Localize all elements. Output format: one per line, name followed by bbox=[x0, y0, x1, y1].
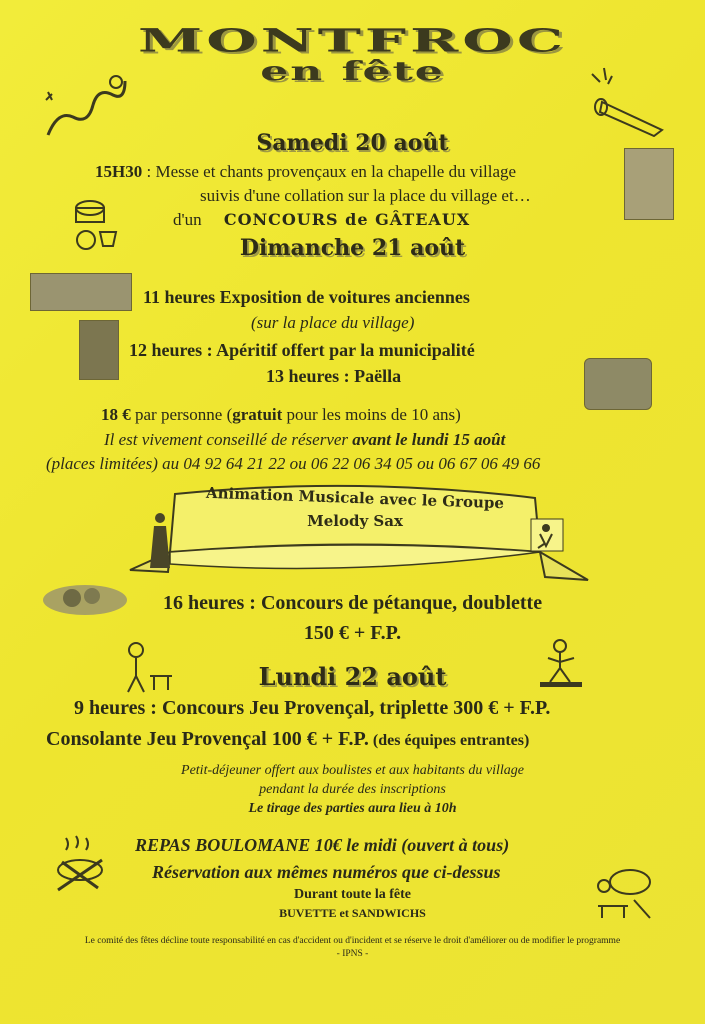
meal-line: REPAS BOULOMANE 10€ le midi (ouvert à tous) bbox=[135, 835, 510, 855]
exhibition-place: (sur la place du village) bbox=[251, 313, 415, 332]
ipns: - IPNS - bbox=[336, 949, 369, 959]
saturday-heading: Samedi 20 août bbox=[256, 130, 449, 156]
contest-prefix: d'un bbox=[173, 210, 202, 229]
aperitif-line: 12 heures : Apéritif offert par la municipalité bbox=[129, 340, 475, 360]
petanque-line-2: 150 € + F.P. bbox=[303, 622, 402, 644]
singer-icon bbox=[146, 512, 174, 570]
draw-time: Le tirage des parties aura lieu à 10h bbox=[248, 801, 457, 816]
cake-contest: CONCOURS de GÂTEAUX bbox=[223, 210, 471, 229]
price-text-1: par personne ( bbox=[130, 405, 233, 424]
breakfast-line-1: Petit-déjeuner offert aux boulistes et aux habitants du village bbox=[181, 763, 524, 778]
price-free: gratuit bbox=[232, 405, 283, 424]
chapel-photo bbox=[624, 148, 674, 220]
petanque-line-1: 16 heures : Concours de pétanque, doublette bbox=[163, 592, 543, 614]
music-line-2: Melody Sax bbox=[307, 512, 403, 530]
vintage-cars-photo bbox=[30, 273, 132, 311]
consolante-note: (des équipes entrantes) bbox=[368, 732, 530, 749]
phone-numbers: (places limitées) au 04 92 64 21 22 ou 06 22 06 34 05 ou 06 67 06 49 66 bbox=[46, 454, 541, 473]
saturday-line-1 bbox=[95, 162, 516, 182]
reserve-deadline: avant le lundi 15 août bbox=[352, 430, 506, 449]
aperitif-photo bbox=[79, 320, 119, 380]
consolante-line bbox=[46, 728, 529, 751]
paella-line: 13 heures : Paëlla bbox=[266, 366, 402, 386]
reserve-text: Il est vivement conseillé de réserver bbox=[104, 430, 353, 449]
buvette-sandwichs: BUVETTE et SANDWICHS bbox=[279, 906, 426, 920]
picnic-food-icon bbox=[590, 866, 660, 922]
poster-subtitle: en fête bbox=[260, 56, 445, 87]
price-line bbox=[101, 405, 461, 425]
consolante-main: Consolante Jeu Provençal 100 € + F.P. bbox=[46, 728, 369, 750]
meal-reservation: Réservation aux mêmes numéros que ci-dessus bbox=[152, 862, 501, 882]
saturday-line-2: suivis d'une collation sur la place du village et… bbox=[200, 186, 531, 205]
reserve-line bbox=[104, 430, 505, 450]
grill-icon bbox=[52, 832, 108, 894]
music-line-1: Animation Musicale avec le Groupe bbox=[205, 483, 505, 513]
price-amount: 18 € bbox=[101, 405, 131, 424]
petanque-balls-icon bbox=[42, 578, 128, 618]
disclaimer: Le comité des fêtes décline toute responsabilité en cas d'accident ou d'incident et se réserve le droit d'améliorer ou de modifier le programme bbox=[84, 936, 621, 946]
sunday-heading: Dimanche 21 août bbox=[239, 235, 466, 261]
saxophone-icon bbox=[530, 518, 564, 552]
poster-title: MONTFROC bbox=[138, 22, 567, 60]
paella-photo bbox=[584, 358, 652, 410]
exhibition-line: 11 heures Exposition de voitures anciennes bbox=[143, 287, 470, 307]
monday-heading: Lundi 22 août bbox=[258, 662, 447, 691]
provencal-triplette: 9 heures : Concours Jeu Provençal, triplette 300 € + F.P. bbox=[74, 697, 551, 719]
breakfast-line-2: pendant la durée des inscriptions bbox=[259, 782, 446, 797]
mass-time: 15H30 bbox=[95, 162, 143, 181]
mass-text: : Messe et chants provençaux en la chapelle du village bbox=[142, 162, 517, 181]
price-text-2: pour les moins de 10 ans) bbox=[282, 405, 461, 424]
party-horn-icon bbox=[582, 62, 672, 137]
during-festival: Durant toute la fête bbox=[293, 887, 412, 902]
saturday-line-3 bbox=[173, 210, 470, 230]
